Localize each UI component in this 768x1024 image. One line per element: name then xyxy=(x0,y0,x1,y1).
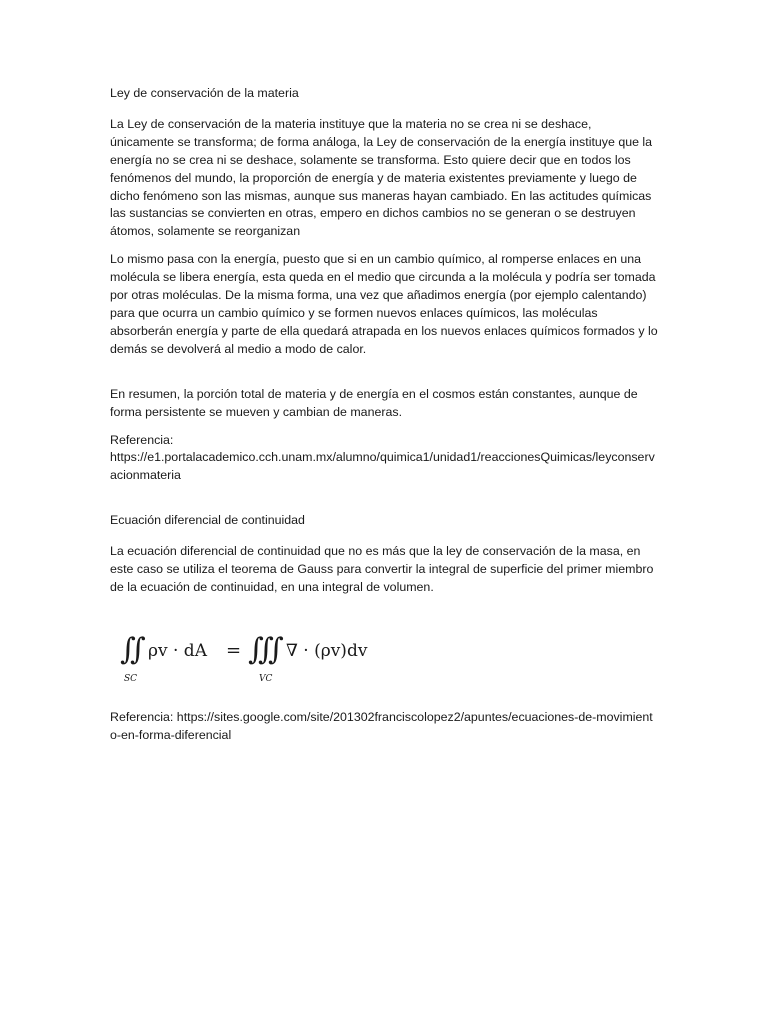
paragraph-energia: Lo mismo pasa con la energía, puesto que si en un cambio químico, al romperse enlaces en una molécula se libera energía, esta queda en el medio que circunda a la molécula y podría ser tomada por otras moléculas. De la misma forma, una vez que añadimos energía (por ejemplo calentando) para que ocurra un cambio químico y se formen nuevos enlaces químicos, las moléculas absorberán energía y parte de ella quedará atrapada en los nuevos enlaces químicos formados y lo demás se devolverá al medio a modo de calor. xyxy=(110,252,658,356)
equals-sign: = xyxy=(226,639,242,661)
paragraph-resumen: En resumen, la porción total de materia y de energía en el cosmos están constantes, aunque de forma persistente se mueven y cambian de maneras. xyxy=(110,386,638,419)
equation-graphic xyxy=(118,621,418,691)
paragraph-continuidad: La ecuación diferencial de continuidad que no es más que la ley de conservación de la masa, en este caso se utiliza el teorema de Gauss para convertir la integral de superficie del primer miembro de la ecuación de continuidad, en una integral de volumen. xyxy=(110,544,654,594)
reference-link-continuidad[interactable]: Referencia: https://sites.google.com/site/201302franciscolopez2/apuntes/ecuaciones-de-movimiento-en-forma-diferencial xyxy=(110,709,653,742)
double-integral-symbol: ∬ xyxy=(120,631,146,667)
section-title-continuidad: Ecuación diferencial de continuidad xyxy=(110,513,305,528)
document-body xyxy=(110,85,658,745)
lhs-integrand: ρv · dA xyxy=(148,640,207,661)
section-title-conservacion: Ley de conservación de la materia xyxy=(110,86,299,100)
continuity-equation xyxy=(110,621,658,691)
lhs-subscript: SC xyxy=(124,673,138,684)
paragraph-ley-materia: La Ley de conservación de la materia instituye que la materia no se crea ni se deshace, únicamente se transforma; de forma análoga, la Ley de conservación de la energía instituye que la energía no se crea ni se deshace, solamente se transforma. Esto quiere decir que en todos los fenómenos del mundo, la proporción de energía y de materia existentes previamente y luego de dicho fenómeno son las mismas, aunque sus maneras hayan cambiado. En las actitudes químicas las sustancias se convierten en otras, empero en dichos cambios no se generan o se destruyen átomos, solamente se reorganizan xyxy=(110,116,653,239)
triple-integral-symbol: ∭ xyxy=(248,631,284,667)
rhs-integrand: ∇ · (ρv)dv xyxy=(286,640,368,661)
reference-link-conservacion[interactable]: https://e1.portalacademico.cch.unam.mx/alumno/quimica1/unidad1/reaccionesQuimicas/leyconservacionmateria xyxy=(110,450,655,483)
rhs-subscript: VC xyxy=(259,673,273,684)
reference-label: Referencia: xyxy=(110,432,174,447)
